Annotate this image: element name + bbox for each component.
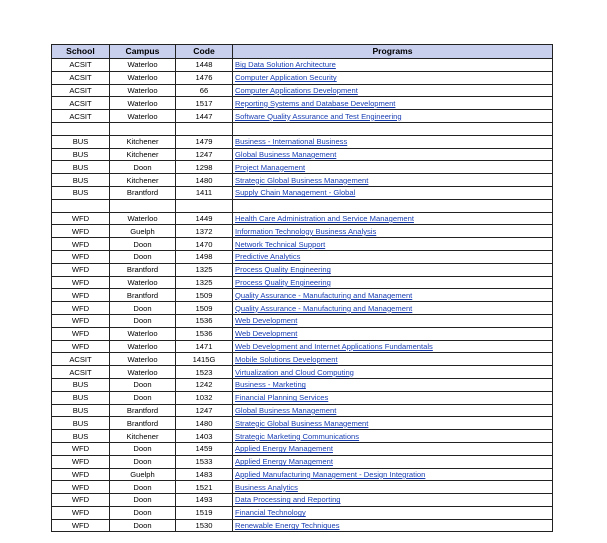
cell-campus: Kitchener [110,430,176,443]
cell-program [233,519,553,532]
cell-program [233,238,553,251]
cell-program [233,59,553,72]
cell-code: 1449 [176,212,233,225]
cell-code: 66 [176,84,233,97]
cell-code: 1483 [176,468,233,481]
cell-school: BUS [52,135,110,148]
cell-code: 1471 [176,340,233,353]
cell-campus: Brantford [110,404,176,417]
cell-program [233,84,553,97]
cell-program [233,404,553,417]
cell-program [233,494,553,507]
cell-school: ACSIT [52,59,110,72]
cell-code: 1459 [176,442,233,455]
cell-school: WFD [52,263,110,276]
table-row [52,327,553,340]
table-body [52,59,553,532]
cell-code: 1447 [176,110,233,123]
cell-campus: Doon [110,250,176,263]
program-link[interactable]: Strategic Global Business Management [235,418,369,428]
cell-code: 1247 [176,404,233,417]
cell-code: 1536 [176,327,233,340]
table-row [52,97,553,110]
cell-code: 1480 [176,417,233,430]
cell-program [233,174,553,187]
cell-code: 1325 [176,263,233,276]
cell-school: ACSIT [52,71,110,84]
program-link[interactable]: Business - Marketing [235,380,306,390]
cell-code: 1032 [176,391,233,404]
cell-school: WFD [52,455,110,468]
cell-code: 1517 [176,97,233,110]
cell-campus: Doon [110,481,176,494]
cell-campus [110,122,176,135]
cell-code: 1530 [176,519,233,532]
cell-program [233,97,553,110]
cell-campus: Doon [110,378,176,391]
cell-school: ACSIT [52,84,110,97]
cell-campus: Waterloo [110,97,176,110]
cell-code: 1476 [176,71,233,84]
cell-school: BUS [52,186,110,199]
cell-campus: Doon [110,455,176,468]
table-row [52,84,553,97]
programs-table [51,44,553,532]
program-link[interactable]: Quality Assurance - Manufacturing and Management [235,303,413,313]
cell-school: ACSIT [52,97,110,110]
cell-code: 1493 [176,494,233,507]
cell-campus: Doon [110,519,176,532]
cell-campus: Kitchener [110,148,176,161]
program-link[interactable]: Predictive Analytics [235,252,301,262]
cell-program [233,250,553,263]
cell-program [233,430,553,443]
program-link[interactable]: Business Analytics [235,482,298,492]
cell-school: BUS [52,404,110,417]
cell-campus: Waterloo [110,366,176,379]
cell-school: WFD [52,212,110,225]
cell-code: 1523 [176,366,233,379]
program-link[interactable]: Data Processing and Reporting [235,495,341,505]
program-link[interactable]: Quality Assurance - Manufacturing and Management [235,290,413,300]
cell-school: WFD [52,494,110,507]
cell-school: ACSIT [52,353,110,366]
table-row [52,391,553,404]
cell-school: BUS [52,174,110,187]
table-row [52,110,553,123]
table-row [52,174,553,187]
table-row [52,455,553,468]
table-row [52,468,553,481]
table-row [52,135,553,148]
table-row [52,481,553,494]
table-row [52,289,553,302]
cell-program [233,212,553,225]
cell-school: WFD [52,519,110,532]
table-row [52,59,553,72]
program-link[interactable]: Computer Applications Development [235,85,358,95]
cell-program [233,314,553,327]
cell-code [176,122,233,135]
header-programs: Programs [233,45,553,59]
program-link[interactable]: Renewable Energy Techniques [235,521,340,531]
cell-campus: Guelph [110,468,176,481]
table-row [52,404,553,417]
cell-school: WFD [52,468,110,481]
cell-school: ACSIT [52,110,110,123]
cell-school: WFD [52,289,110,302]
table-row [52,442,553,455]
program-link[interactable]: Financial Technology [235,508,306,518]
cell-program [233,327,553,340]
table-row [52,263,553,276]
cell-school: WFD [52,225,110,238]
program-link[interactable]: Virtualization and Cloud Computing [235,367,354,377]
table-row [52,340,553,353]
cell-code: 1509 [176,289,233,302]
table-row [52,225,553,238]
cell-campus: Kitchener [110,135,176,148]
table-row [52,276,553,289]
cell-program [233,417,553,430]
cell-code [176,199,233,212]
header-campus: Campus [110,45,176,59]
cell-code: 1509 [176,302,233,315]
cell-program [233,468,553,481]
cell-code: 1415G [176,353,233,366]
table-row [52,212,553,225]
program-link[interactable]: Supply Chain Management - Global [235,188,356,198]
cell-school: WFD [52,302,110,315]
cell-campus: Brantford [110,263,176,276]
cell-campus: Brantford [110,186,176,199]
cell-program [233,378,553,391]
cell-code: 1325 [176,276,233,289]
cell-program [233,263,553,276]
cell-code: 1519 [176,506,233,519]
program-link[interactable]: Web Development [235,316,298,326]
cell-program [233,148,553,161]
cell-campus: Waterloo [110,71,176,84]
table-row [52,199,553,212]
cell-code: 1470 [176,238,233,251]
cell-campus: Doon [110,391,176,404]
cell-campus: Waterloo [110,327,176,340]
table-row [52,519,553,532]
program-link[interactable]: Big Data Solution Architecture [235,60,336,70]
program-link[interactable]: Strategic Marketing Communications [235,431,360,441]
table-row [52,378,553,391]
cell-campus: Waterloo [110,59,176,72]
cell-program [233,110,553,123]
table-row [52,161,553,174]
cell-program [233,289,553,302]
header-code: Code [176,45,233,59]
cell-school [52,199,110,212]
cell-code: 1403 [176,430,233,443]
program-link[interactable]: Computer Application Security [235,73,337,83]
cell-campus: Waterloo [110,353,176,366]
program-link[interactable]: Applied Manufacturing Management - Design Integration [235,469,426,479]
program-link[interactable]: Business - International Business [235,137,348,147]
cell-school: BUS [52,161,110,174]
cell-program [233,302,553,315]
header-school: School [52,45,110,59]
cell-code: 1411 [176,186,233,199]
program-link[interactable]: Health Care Administration and Service Management [235,213,414,223]
cell-campus: Doon [110,238,176,251]
cell-code: 1533 [176,455,233,468]
cell-school: WFD [52,506,110,519]
cell-school: WFD [52,442,110,455]
table-row [52,122,553,135]
cell-campus: Waterloo [110,340,176,353]
table-row [52,366,553,379]
cell-campus: Doon [110,494,176,507]
table-row [52,494,553,507]
program-link[interactable]: Process Quality Engineering [235,277,331,287]
cell-school: ACSIT [52,366,110,379]
cell-campus: Doon [110,442,176,455]
cell-program [233,455,553,468]
cell-code: 1372 [176,225,233,238]
cell-campus: Brantford [110,417,176,430]
cell-campus: Doon [110,302,176,315]
cell-school: BUS [52,378,110,391]
table-row [52,71,553,84]
program-link[interactable]: Strategic Global Business Management [235,175,369,185]
table-row [52,302,553,315]
cell-program [233,135,553,148]
cell-campus: Brantford [110,289,176,302]
cell-code: 1247 [176,148,233,161]
cell-program [233,161,553,174]
cell-code: 1536 [176,314,233,327]
program-link[interactable]: Applied Energy Management [235,457,333,467]
cell-campus: Guelph [110,225,176,238]
cell-school: WFD [52,340,110,353]
program-link[interactable]: Financial Planning Services [235,393,329,403]
program-link[interactable]: Project Management [235,162,306,172]
cell-school: WFD [52,276,110,289]
table-row [52,506,553,519]
cell-school: BUS [52,148,110,161]
cell-campus: Doon [110,314,176,327]
table-row [52,186,553,199]
cell-code: 1242 [176,378,233,391]
program-link[interactable]: Network Technical Support [235,239,326,249]
program-link[interactable]: Information Technology Business Analysis [235,226,377,236]
cell-program [233,353,553,366]
table-row [52,250,553,263]
program-link[interactable]: Software Quality Assurance and Test Engineering [235,111,402,121]
cell-program [233,122,553,135]
table-row [52,148,553,161]
program-link[interactable]: Applied Energy Management [235,444,333,454]
cell-code: 1480 [176,174,233,187]
program-link[interactable]: Process Quality Engineering [235,265,331,275]
cell-program [233,225,553,238]
cell-school: BUS [52,391,110,404]
cell-school: WFD [52,314,110,327]
program-link[interactable]: Global Business Management [235,149,337,159]
cell-program [233,442,553,455]
table-row [52,238,553,251]
table-row [52,353,553,366]
cell-code: 1448 [176,59,233,72]
table-row [52,314,553,327]
cell-campus: Waterloo [110,276,176,289]
cell-campus: Doon [110,506,176,519]
cell-program [233,481,553,494]
cell-program [233,186,553,199]
cell-campus: Doon [110,161,176,174]
cell-campus: Waterloo [110,84,176,97]
program-link[interactable]: Web Development and Internet Applications Fundamentals [235,341,433,351]
cell-school: WFD [52,481,110,494]
table-row [52,417,553,430]
cell-school: WFD [52,238,110,251]
cell-program [233,366,553,379]
cell-program [233,276,553,289]
cell-school: BUS [52,417,110,430]
table-row [52,430,553,443]
cell-school: WFD [52,250,110,263]
cell-campus: Waterloo [110,212,176,225]
cell-campus: Waterloo [110,110,176,123]
program-link[interactable]: Reporting Systems and Database Development [235,98,396,108]
cell-code: 1479 [176,135,233,148]
header-row [52,45,553,59]
cell-campus: Kitchener [110,174,176,187]
cell-program [233,391,553,404]
cell-code: 1498 [176,250,233,263]
program-link[interactable]: Global Business Management [235,405,337,415]
cell-campus [110,199,176,212]
cell-code: 1521 [176,481,233,494]
cell-program [233,340,553,353]
cell-school: BUS [52,430,110,443]
cell-program [233,71,553,84]
cell-program [233,506,553,519]
program-link[interactable]: Web Development [235,329,298,339]
program-link[interactable]: Mobile Solutions Development [235,354,338,364]
cell-program [233,199,553,212]
cell-school [52,122,110,135]
cell-school: WFD [52,327,110,340]
cell-code: 1298 [176,161,233,174]
